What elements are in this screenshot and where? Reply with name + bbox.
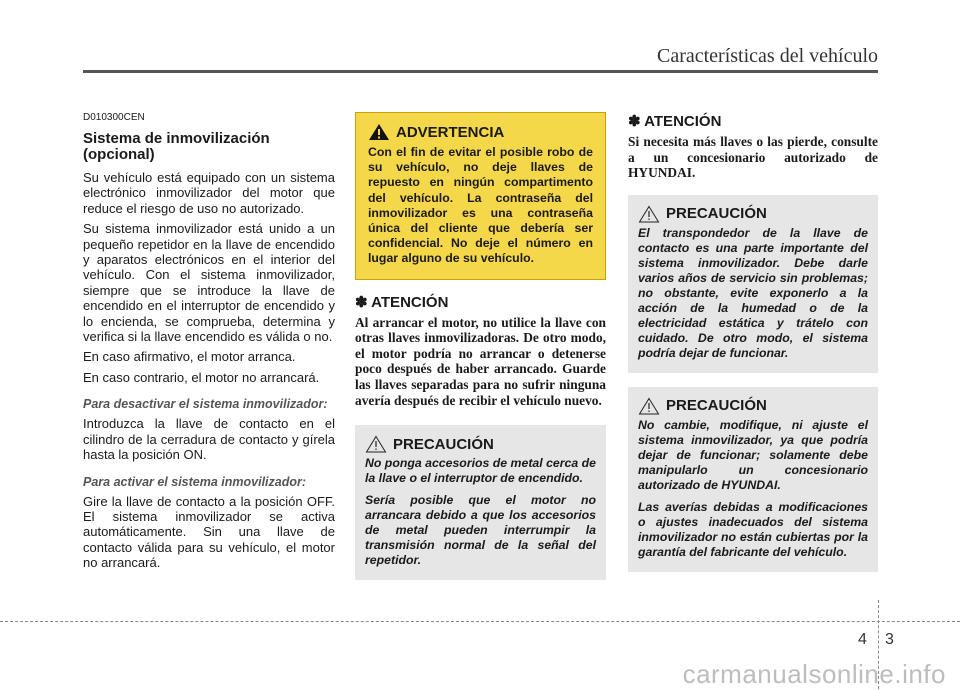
caution-text: Las averías debidas a modificaciones o ajustes inadecuados del sistema inmovilizador no están cubiertas por la garantía del fabricante del vehículo. (638, 499, 868, 559)
caution-title: PRECAUCIÓN (393, 435, 494, 453)
warning-title: ADVERTENCIA (396, 123, 505, 141)
caution-box (355, 425, 606, 580)
warning-heading (368, 123, 593, 141)
caution-icon (365, 435, 387, 453)
caution-box (628, 387, 878, 572)
caution-title: PRECAUCIÓN (666, 397, 767, 415)
footer-rule (0, 621, 960, 622)
header-title: Características del vehículo (656, 45, 878, 67)
paragraph: En caso afirmativo, el motor arranca. (83, 349, 296, 365)
caution-icon (638, 397, 660, 415)
paragraph: Gire la llave de contacto a la posición OFF. El sistema inmovilizador se activa automáticamente. Sin una llave de contacto válida para su vehículo, el motor no arrancará. (83, 493, 335, 571)
caution-icon (638, 205, 660, 223)
warning-text: Con el fin de evitar el posible robo de su vehículo, no deje llaves de repuesto en ningún compartimento del vehículo. La contraseña del inmovilizador es una contraseña única del cliente que debería ser confidencial. No deje el número en lugar alguno de su vehículo. (368, 145, 593, 266)
watermark: carmanualsonline.info (682, 659, 946, 689)
caution-text: No ponga accesorios de metal cerca de la llave o el interruptor de encendido. (365, 456, 596, 486)
attention-title: ✽ ATENCIÓN (628, 113, 722, 130)
attention-text: Al arrancar el motor, no utilice la llave con otras llaves inmovilizadoras. De otro modo, el motor podría no arrancar o detenerse poco después de haber arrancado. Guarde las llaves separadas para no sufrir ninguna avería después de recibir el vehículo nuevo. (355, 314, 606, 408)
warning-icon (368, 123, 390, 141)
attention-text: Si necesita más llaves o las pierde, consulte a un concesionario autorizado de HYUNDAI. (628, 134, 878, 181)
caution-heading (638, 205, 868, 223)
page-number-chapter: 4 (858, 631, 867, 648)
paragraph: Su vehículo está equipado con un sistema electrónico inmovilizador del motor que reduce el riesgo de uso no autorizado. (83, 170, 335, 216)
column-left (83, 112, 335, 576)
paragraph: Su sistema inmovilizador está unido a un pequeño repetidor en la llave de encendido y aparatos electrónicos en el interior del vehículo. Con el sistema inmovilizador, siempre que se introduce la llave de encendido en el interruptor de encendido y lo encienda, se comprueba, determina y verifica si la llave encendido es válida o no. (83, 221, 335, 345)
caution-heading (365, 435, 596, 453)
section-title: Sistema de inmovilización (opcional) (83, 130, 270, 163)
attention-title: ✽ ATENCIÓN (355, 293, 449, 311)
column-middle (355, 112, 606, 580)
subheading-deactivate: Para desactivar el sistema inmovilizador: (83, 397, 328, 412)
subheading-activate: Para activar el sistema inmovilizador: (83, 474, 307, 489)
column-right (628, 112, 878, 572)
page-number: 3 (885, 631, 894, 648)
header-rule (83, 70, 878, 73)
caution-heading (638, 397, 868, 415)
section-code: D010300CEN (83, 112, 145, 123)
caution-text: El transpondedor de la llave de contacto es una parte importante del sistema inmovilizador. Debe darle varios años de servicio sin problemas; no obstante, evite exponerlo a la acción de la humedad o de la electricidad estática y trátelo con cuidado. De otro modo, el sistema podría dejar de funcionar. (638, 225, 868, 360)
caution-box (628, 195, 878, 373)
warning-box (355, 112, 606, 280)
caution-title: PRECAUCIÓN (666, 205, 767, 223)
caution-text: No cambie, modifique, ni ajuste el sistema inmovilizador, ya que podría dejar de funcionar; solamente debe manipularlo un concesionario autorizado de HYUNDAI. (638, 417, 868, 492)
caution-text: Sería posible que el motor no arrancara debido a que los accesorios de metal pueden interrumpir la transmisión normal de la señal del repetidor. (365, 493, 596, 568)
paragraph: Introduzca la llave de contacto en el cilindro de la cerradura de contacto y gírela hasta la posición ON. (83, 416, 335, 463)
paragraph: En caso contrario, el motor no arrancará. (83, 369, 320, 385)
